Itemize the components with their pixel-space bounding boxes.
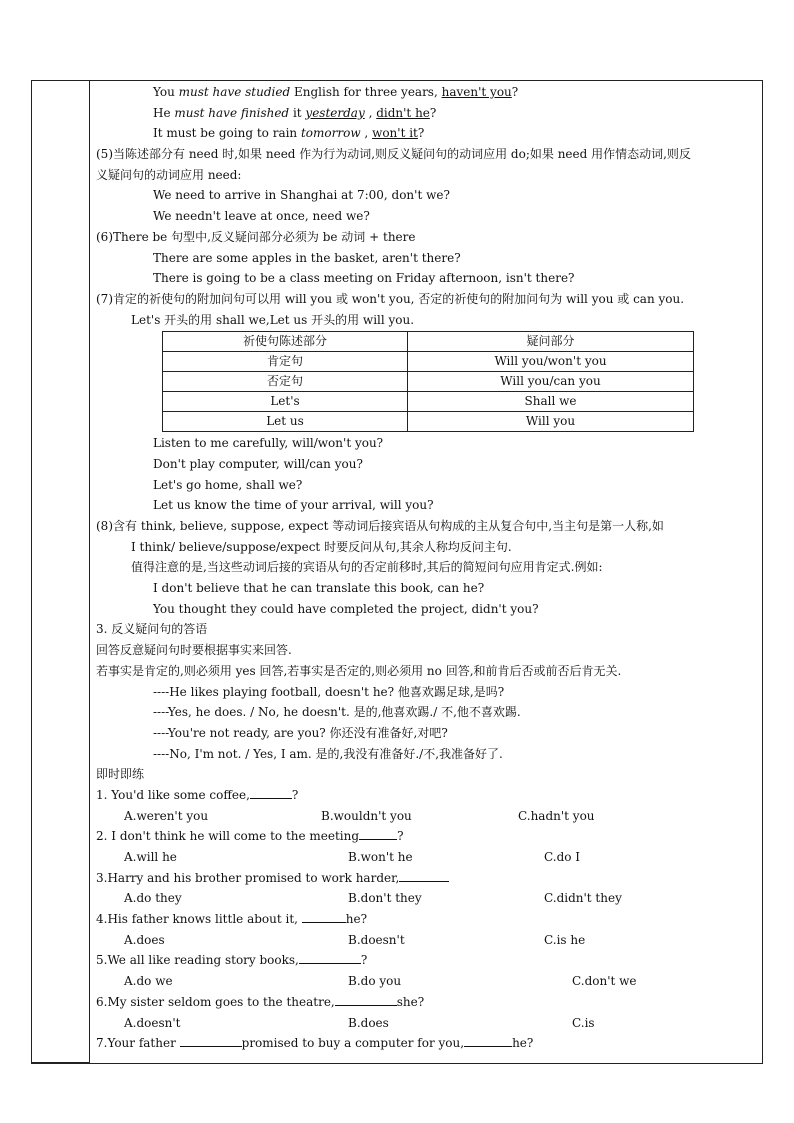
example-line: We need to arrive in Shanghai at 7:00, don't we? xyxy=(153,188,450,203)
rule-text: (7)肯定的祈使句的附加问句可以用 will you 或 won't you, 否定的祈使句的附加问句为 will you 或 can you. xyxy=(96,291,685,306)
table-row xyxy=(163,372,694,392)
practice-heading: 即时即练 xyxy=(96,767,145,782)
option-a[interactable]: A.weren't you xyxy=(124,808,209,823)
answer-blank[interactable] xyxy=(464,1033,512,1047)
rule-text: (5)当陈述部分有 need 时,如果 need 作为行为动词,则反义疑问句的动词应用 do;如果 need 用作情态动词,则反 xyxy=(96,147,691,162)
option-b[interactable]: B.do you xyxy=(348,974,402,989)
table-header-cell: 疑问部分 xyxy=(408,332,694,352)
option-c[interactable]: C.do I xyxy=(544,850,581,864)
example-line: Don't play computer, will/can you? xyxy=(153,456,363,471)
dialogue-line: ----No, I'm not. / Yes, I am. 是的,我没有准备好./不,我准备好了. xyxy=(153,746,503,761)
exercise-options xyxy=(96,930,760,951)
example-line: You must have studied English for three years, haven't you? xyxy=(153,85,519,99)
table-cell: Shall we xyxy=(408,392,694,412)
rule-text: 回答反意疑问句时要根据事实来回答. xyxy=(96,643,292,658)
table-row xyxy=(163,352,694,372)
option-a[interactable]: A.do they xyxy=(124,891,182,906)
option-a[interactable]: A.doesn't xyxy=(124,1015,181,1030)
answer-blank[interactable] xyxy=(250,785,292,799)
dialogue-line: ----You're not ready, are you? 你还没有准备好,对吧? xyxy=(153,725,448,740)
example-line: He must have finished it yesterday , didn't he? xyxy=(153,105,437,120)
exercise-options xyxy=(96,971,760,992)
option-a[interactable]: A.will he xyxy=(124,850,177,864)
table-cell: Will you xyxy=(408,412,694,432)
rule-text: (6)There be 句型中,反义疑问部分必须为 be 动词 + there xyxy=(96,229,416,244)
example-line: I don't believe that he can translate this book, can he? xyxy=(153,581,485,596)
content-area xyxy=(96,82,760,1054)
answer-blank[interactable] xyxy=(299,950,361,964)
left-column-bottom-rule xyxy=(31,1062,90,1064)
option-b[interactable]: B.doesn't xyxy=(348,932,405,947)
option-b[interactable]: B.does xyxy=(348,1015,389,1030)
exercise-options xyxy=(96,847,760,868)
exercise-options xyxy=(96,806,760,827)
table-cell: Let us xyxy=(163,412,408,432)
exercise-question: 7.Your father promised to buy a computer for you, he? xyxy=(96,1033,760,1054)
example-line: There are some apples in the basket, aren't there? xyxy=(153,250,461,265)
table-cell: Will you/won't you xyxy=(408,352,694,372)
table-row xyxy=(163,392,694,412)
option-b[interactable]: B.won't he xyxy=(348,850,413,864)
imperative-tag-table xyxy=(162,331,694,432)
example-line: Listen to me carefully, will/won't you? xyxy=(153,436,384,451)
table-cell: 肯定句 xyxy=(163,352,408,372)
example-line: We needn't leave at once, need we? xyxy=(153,209,370,224)
option-b[interactable]: B.wouldn't you xyxy=(321,808,412,823)
option-c[interactable]: C.is xyxy=(572,1015,595,1030)
rule-text: Let's 开头的用 shall we,Let us 开头的用 will you. xyxy=(131,312,415,327)
rule-text: 若事实是肯定的,则必须用 yes 回答,若事实是否定的,则必须用 no 回答,和前肯后否或前否后肯无关. xyxy=(96,663,622,678)
example-line: You thought they could have completed the project, didn't you? xyxy=(153,601,539,616)
answer-blank[interactable] xyxy=(359,826,397,840)
answer-blank[interactable] xyxy=(302,909,346,923)
table-header-row xyxy=(163,332,694,352)
example-line: Let's go home, shall we? xyxy=(153,477,303,492)
rule-text: 义疑问句的动词应用 need: xyxy=(96,167,242,182)
section-heading: 3. 反义疑问句的答语 xyxy=(96,622,208,637)
option-c[interactable]: C.is he xyxy=(544,932,586,947)
rule-text: (8)含有 think, believe, suppose, expect 等动词后接宾语从句构成的主从复合句中,当主句是第一人称,如 xyxy=(96,519,664,533)
exercise-question: 5.We all like reading story books, ? xyxy=(96,950,760,971)
exercise-question: 3.Harry and his brother promised to work harder, xyxy=(96,868,760,889)
option-a[interactable]: A.do we xyxy=(124,974,173,989)
rule-text: 值得注意的是,当这些动词后接的宾语从句的否定前移时,其后的简短问句应用肯定式.例如: xyxy=(131,560,603,575)
answer-blank[interactable] xyxy=(180,1033,242,1047)
option-c[interactable]: C.hadn't you xyxy=(518,808,595,823)
option-c[interactable]: C.don't we xyxy=(572,974,637,989)
dialogue-line: ----Yes, he does. / No, he doesn't. 是的,他喜欢踢./ 不,他不喜欢踢. xyxy=(153,705,521,720)
exercise-question: 4.His father knows little about it, he? xyxy=(96,909,760,930)
table-cell: Will you/can you xyxy=(408,372,694,392)
option-a[interactable]: A.does xyxy=(124,932,165,947)
table-row xyxy=(163,412,694,432)
example-line: Let us know the time of your arrival, will you? xyxy=(153,498,434,513)
exercise-question: 6.My sister seldom goes to the theatre, she? xyxy=(96,992,760,1013)
exercise-question: 1. You'd like some coffee, ? xyxy=(96,785,760,806)
dialogue-line: ----He likes playing football, doesn't he? 他喜欢踢足球,是吗? xyxy=(153,684,505,699)
option-c[interactable]: C.didn't they xyxy=(544,891,622,906)
example-line: There is going to be a class meeting on Friday afternoon, isn't there? xyxy=(153,271,575,286)
table-header-cell: 祈使句陈述部分 xyxy=(163,332,408,352)
exercise-question: 2. I don't think he will come to the meeting ? xyxy=(96,826,760,847)
answer-blank[interactable] xyxy=(335,992,397,1006)
exercise-options xyxy=(96,888,760,909)
rule-text: I think/ believe/suppose/expect 时要反问从句,其余人称均反问主句. xyxy=(131,539,512,554)
left-column xyxy=(32,81,90,1063)
exercise-options xyxy=(96,1013,760,1034)
table-cell: Let's xyxy=(163,392,408,412)
option-b[interactable]: B.don't they xyxy=(348,891,422,906)
example-line: It must be going to rain tomorrow , won't it? xyxy=(153,126,425,141)
answer-blank[interactable] xyxy=(399,868,449,882)
table-cell: 否定句 xyxy=(163,372,408,392)
